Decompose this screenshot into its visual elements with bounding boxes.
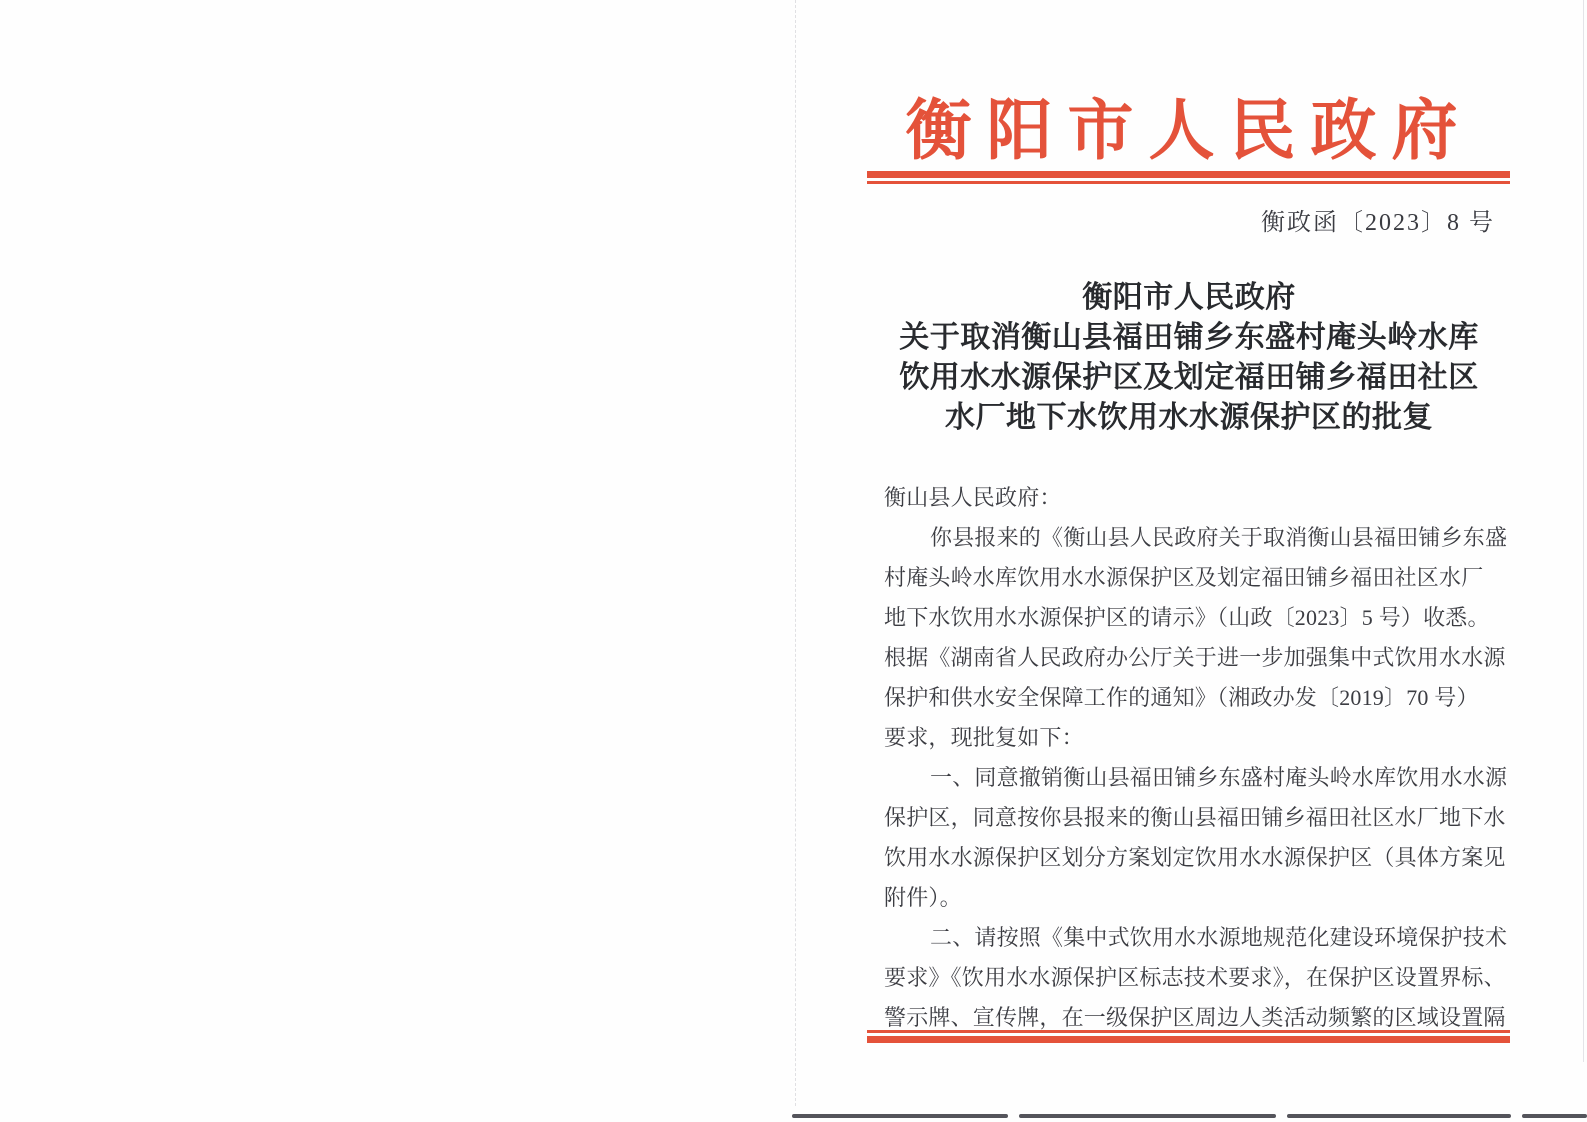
document-body (884, 478, 1508, 1038)
letterhead-rule (867, 171, 1510, 184)
document-number: 衡政函〔2023〕8 号 (1261, 210, 1495, 236)
body-text-line: 要求，现批复如下： (884, 725, 1084, 750)
page-bottom-edge (1522, 1114, 1587, 1118)
page-right-edge (1583, 0, 1584, 1062)
body-text-line: 要求》《饮用水水源保护区标志技术要求》，在保护区设置界标、 (884, 965, 1506, 990)
document-title (868, 278, 1510, 438)
body-text-line: 饮用水水源保护区划分方案划定饮用水水源保护区（具体方案见 (884, 845, 1506, 870)
body-text-line: 一、同意撤销衡山县福田铺乡东盛村庵头岭水库饮用水水源 (930, 765, 1508, 790)
body-text-line: 地下水饮用水水源保护区的请示》（山政〔2023〕5 号）收悉。 (884, 605, 1490, 630)
body-text-line: 村庵头岭水库饮用水水源保护区及划定福田铺乡福田社区水厂 (884, 565, 1484, 590)
letterhead-rule-thin (867, 181, 1510, 184)
body-paragraph-lines (884, 518, 1508, 1038)
footer-rule (867, 1030, 1510, 1043)
body-text-line: 根据《湖南省人民政府办公厅关于进一步加强集中式饮用水水源 (884, 645, 1506, 670)
salutation: 衡山县人民政府： (884, 485, 1062, 510)
page-bottom-edge (1287, 1114, 1511, 1118)
body-text-line: 警示牌、宣传牌，在一级保护区周边人类活动频繁的区域设置隔 (884, 1005, 1506, 1030)
body-text-line: 保护区，同意按你县报来的衡山县福田铺乡福田社区水厂地下水 (884, 805, 1506, 830)
body-text-line: 附件）。 (884, 885, 962, 910)
document-title-line: 关于取消衡山县福田铺乡东盛村庵头岭水库 (899, 321, 1479, 354)
document-title-line: 衡阳市人民政府 (1082, 281, 1296, 314)
page-bottom-edge (792, 1114, 1008, 1118)
page-fold-line (795, 0, 796, 1106)
letterhead-rule-thick (867, 171, 1510, 178)
footer-rule-thick (867, 1036, 1510, 1043)
document-title-line: 水厂地下水饮用水水源保护区的批复 (945, 401, 1433, 434)
document-title-line: 饮用水水源保护区及划定福田铺乡福田社区 (899, 361, 1479, 394)
body-text-line: 你县报来的《衡山县人民政府关于取消衡山县福田铺乡东盛 (930, 525, 1508, 550)
body-text-line: 二、请按照《集中式饮用水水源地规范化建设环境保护技术 (930, 925, 1508, 950)
agency-letterhead: 衡阳市人民政府 (905, 95, 1473, 168)
body-text-line: 保护和供水安全保障工作的通知》（湘政办发〔2019〕70 号） (884, 685, 1479, 710)
page-bottom-edge (1019, 1114, 1276, 1118)
